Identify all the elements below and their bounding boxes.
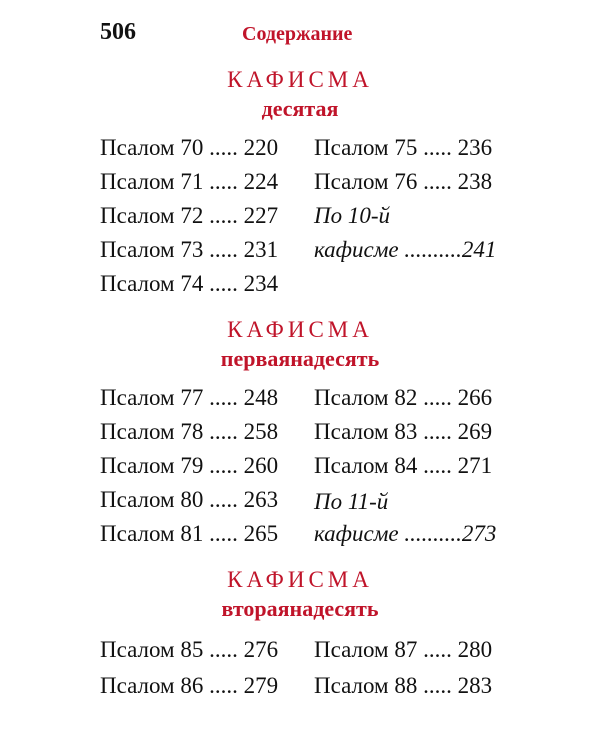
toc-entry[interactable]: Псалом 78 ..... 258 <box>100 419 279 444</box>
kathisma-heading-name: втораянадесять <box>221 596 379 621</box>
toc-entry[interactable]: Псалом 79 ..... 260 <box>100 453 279 478</box>
toc-entry[interactable]: Псалом 80 ..... 263 <box>100 487 279 512</box>
kathisma-heading-word: КАФИСМА <box>227 567 373 592</box>
toc-entry[interactable]: Псалом 84 ..... 271 <box>314 453 493 478</box>
toc-entry[interactable]: Псалом 72 ..... 227 <box>100 203 279 228</box>
kathisma-heading-word: КАФИСМА <box>227 67 373 92</box>
toc-note-line: По 10-й <box>314 203 391 228</box>
toc-entry[interactable]: Псалом 70 ..... 220 <box>100 135 279 160</box>
toc-note-line: По 11-й <box>314 489 389 514</box>
toc-entry[interactable]: Псалом 85 ..... 276 <box>100 637 279 662</box>
toc-entry[interactable]: Псалом 87 ..... 280 <box>314 637 493 662</box>
toc-entry[interactable]: Псалом 82 ..... 266 <box>314 385 493 410</box>
toc-note-entry[interactable]: кафисме ..........241 <box>314 237 497 262</box>
toc-entry[interactable]: Псалом 81 ..... 265 <box>100 521 279 546</box>
toc-entry[interactable]: Псалом 88 ..... 283 <box>314 673 493 698</box>
toc-entry[interactable]: Псалом 75 ..... 236 <box>314 135 493 160</box>
kathisma-heading-name: десятая <box>261 96 339 121</box>
toc-entry[interactable]: Псалом 77 ..... 248 <box>100 385 279 410</box>
toc-entry[interactable]: Псалом 71 ..... 224 <box>100 169 279 194</box>
kathisma-heading-word: КАФИСМА <box>227 317 373 342</box>
running-title: Содержание <box>242 23 353 45</box>
toc-entry[interactable]: Псалом 83 ..... 269 <box>314 419 493 444</box>
page-number: 506 <box>100 19 136 45</box>
kathisma-heading-name: перваянадесять <box>220 346 380 371</box>
toc-entry[interactable]: Псалом 73 ..... 231 <box>100 237 279 262</box>
toc-entry[interactable]: Псалом 74 ..... 234 <box>100 271 279 296</box>
toc-entry[interactable]: Псалом 76 ..... 238 <box>314 169 493 194</box>
toc-entry[interactable]: Псалом 86 ..... 279 <box>100 673 279 698</box>
toc-note-entry[interactable]: кафисме ..........273 <box>314 521 497 546</box>
